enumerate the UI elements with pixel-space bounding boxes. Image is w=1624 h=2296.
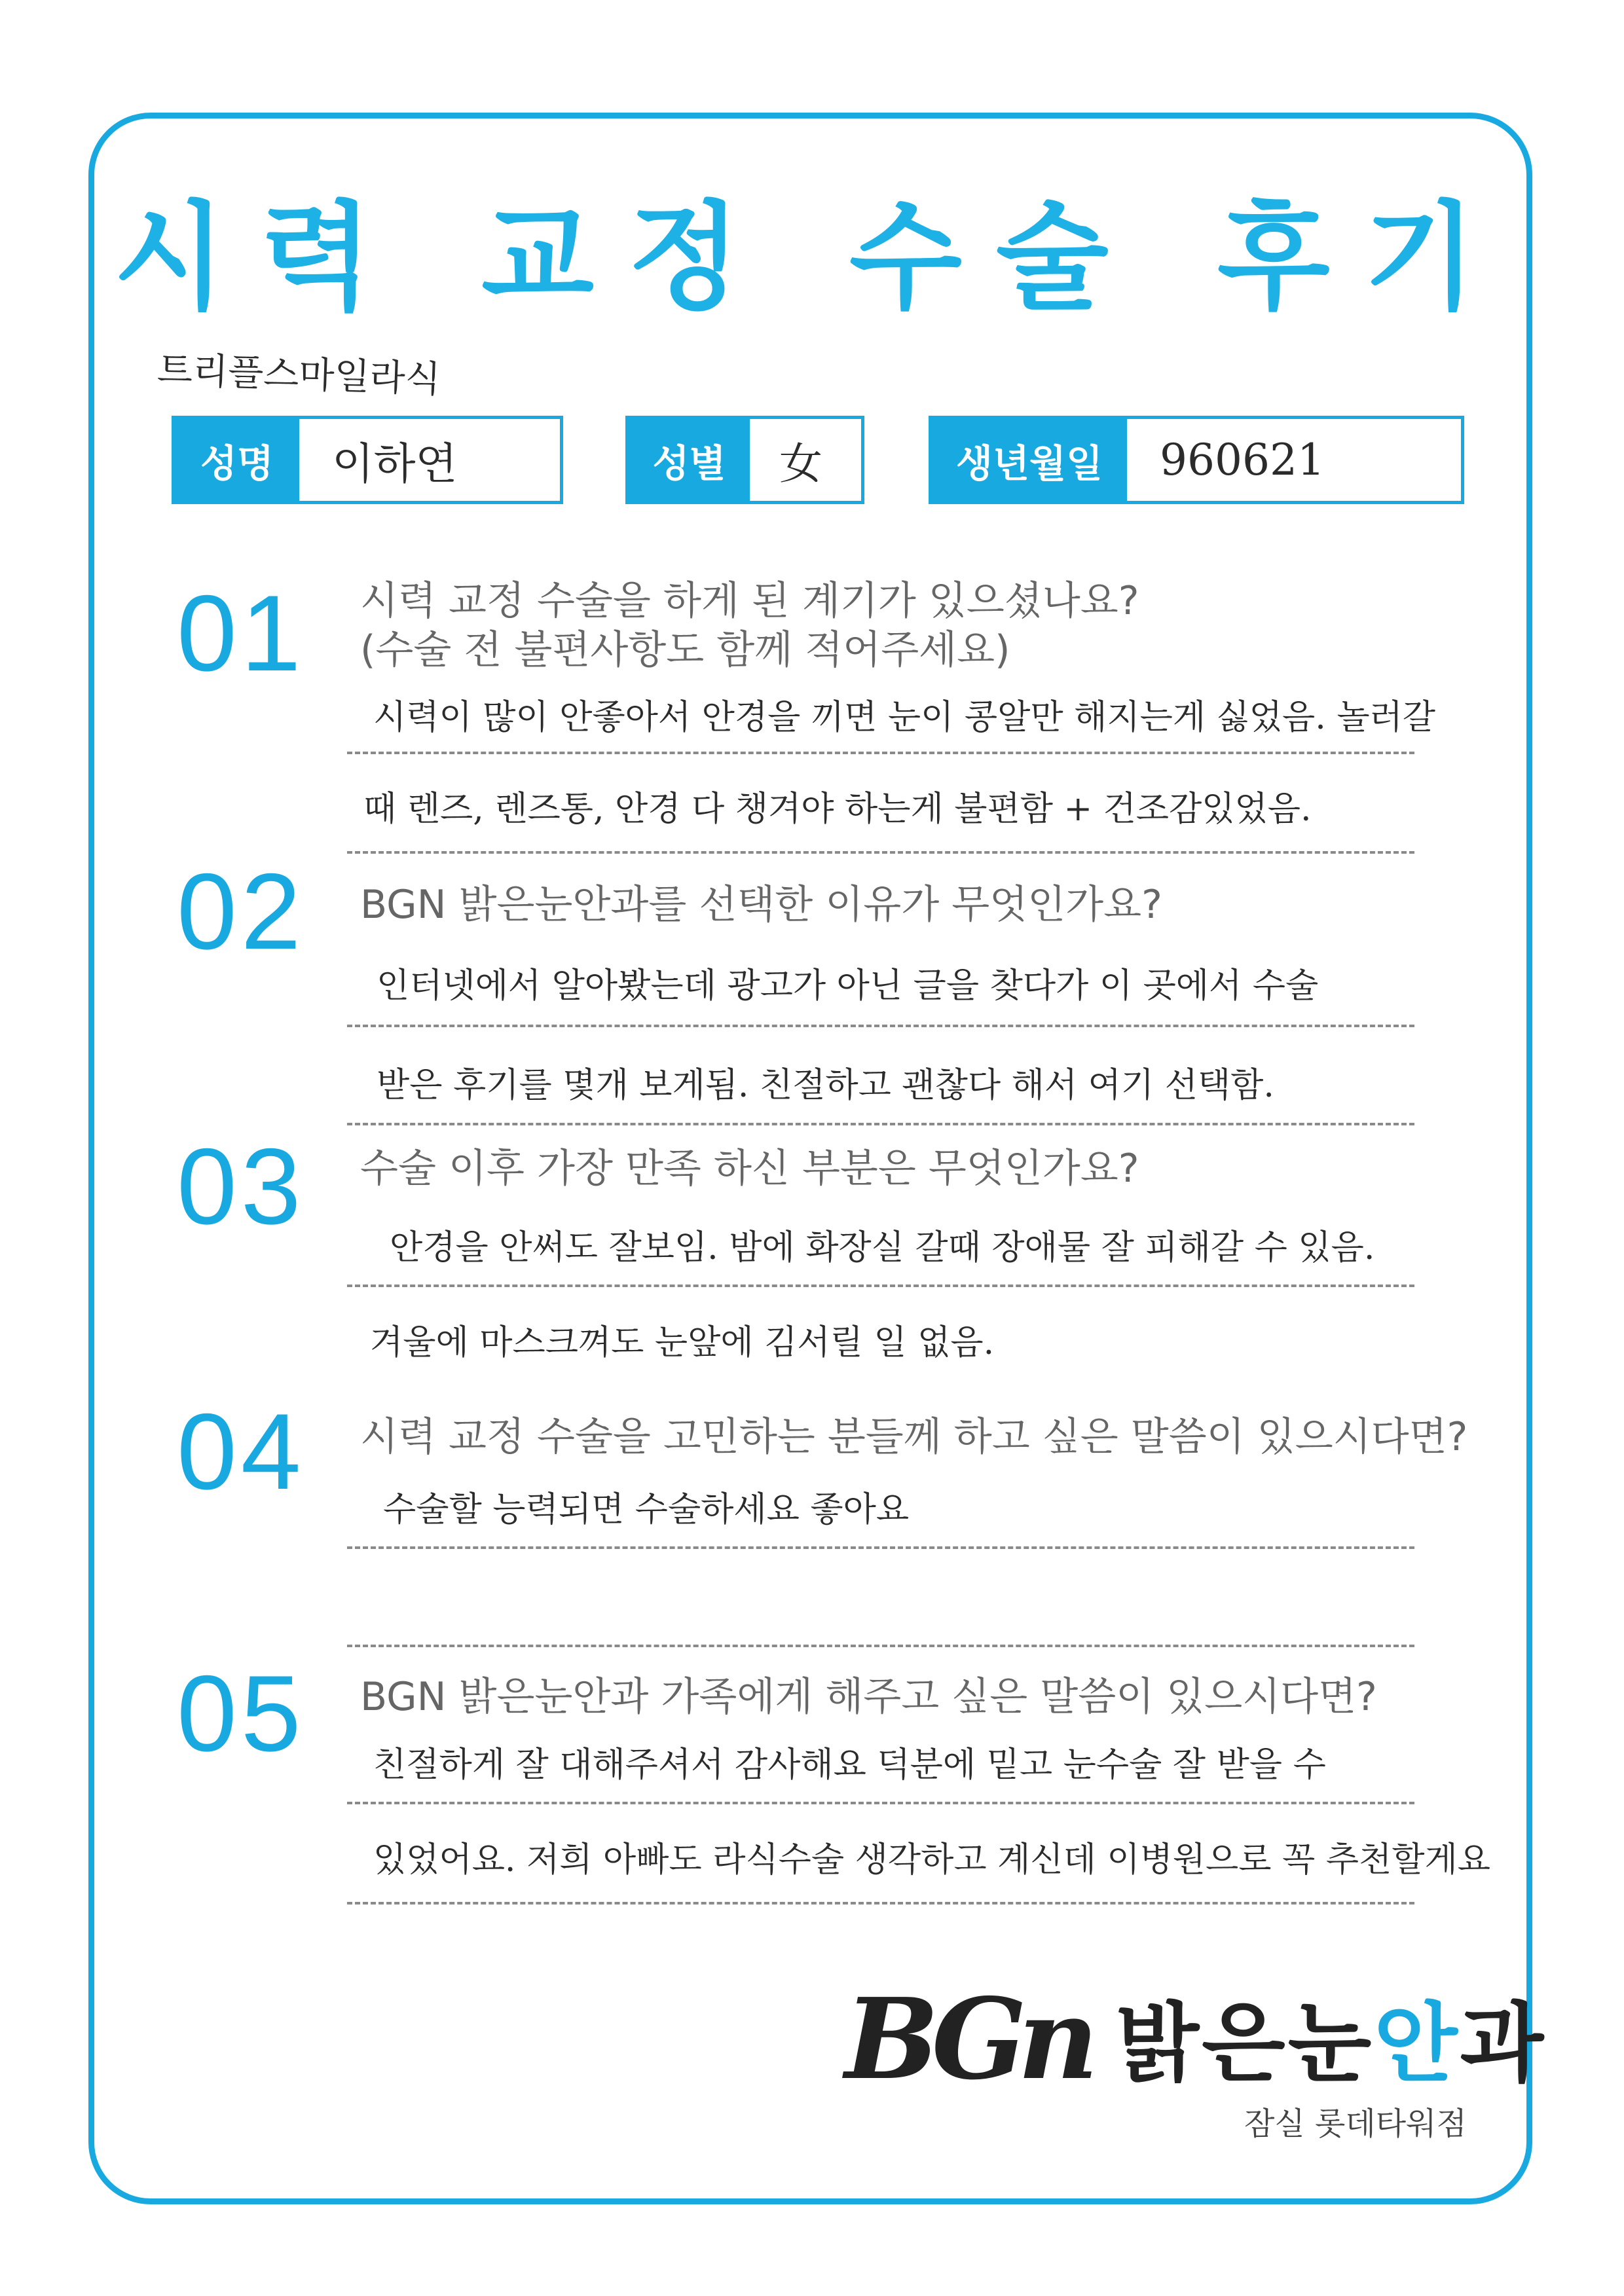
answer-rule	[347, 1546, 1414, 1549]
answer-line: 수술할 능력되면 수술하세요 좋아요	[383, 1490, 910, 1529]
gender-label: 성별	[629, 419, 750, 501]
question-number: 04	[177, 1391, 305, 1512]
answer-rule	[347, 1025, 1414, 1027]
birthdate-label: 생년월일	[932, 419, 1127, 501]
hospital-logo	[845, 1974, 1547, 2105]
answer-rule	[347, 1123, 1414, 1125]
answer-rule	[347, 752, 1414, 754]
question-number: 05	[177, 1653, 305, 1774]
question-number: 03	[177, 1126, 305, 1247]
answer-line: 인터넷에서 알아봤는데 광고가 아닌 글을 찾다가 이 곳에서 수술	[377, 966, 1319, 1006]
answer-line: 때 렌즈, 렌즈통, 안경 다 챙겨야 하는게 불편함 + 건조감있었음.	[363, 790, 1312, 829]
birthdate-value: 960621	[1160, 435, 1325, 485]
question-text: BGN 밝은눈안과를 선택한 이유가 무엇인가요?	[360, 882, 1162, 928]
hospital-name-part: 과	[1460, 1994, 1547, 2094]
name-field	[172, 416, 563, 504]
answer-line: 있었어요. 저희 아빠도 라식수술 생각하고 계신데 이병원으로 꼭 추천할게요	[373, 1840, 1490, 1880]
question-text: 수술 이후 가장 만족 하신 부분은 무엇인가요?	[360, 1146, 1139, 1192]
answer-rule	[347, 851, 1414, 854]
question-text: 시력 교정 수술을 고민하는 분들께 하고 싶은 말씀이 있으시다면?	[360, 1414, 1468, 1460]
form-title: 시력 교정 수술 후기	[113, 190, 1511, 325]
answer-line: 받은 후기를 몇개 보게됨. 친절하고 괜찮다 해서 여기 선택함.	[377, 1066, 1274, 1105]
gender-value: 女	[779, 439, 822, 489]
answer-line: 안경을 안써도 잘보임. 밤에 화장실 갈때 장애물 잘 피해갈 수 있음.	[390, 1228, 1375, 1267]
question-text: BGN 밝은눈안과 가족에게 해주고 싶은 말씀이 있으시다면?	[360, 1674, 1377, 1720]
birthdate-field	[929, 416, 1464, 504]
name-value: 이하연	[332, 439, 458, 489]
answer-rule	[347, 1902, 1414, 1904]
question-text: 시력 교정 수술을 하게 된 계기가 있으셨나요?	[360, 578, 1139, 624]
gender-field	[625, 416, 864, 504]
question-text-sub: (수술 전 불편사항도 함께 적어주세요)	[360, 627, 1010, 673]
question-number: 02	[177, 851, 305, 972]
hospital-name-part: 밝은눈	[1115, 1994, 1375, 2094]
answer-rule	[347, 1285, 1414, 1287]
bgn-logo-mark: BGn	[845, 1974, 1090, 2105]
question-number: 01	[177, 573, 305, 693]
hospital-name	[1115, 1994, 1547, 2094]
answer-line: 친절하게 잘 대해주셔서 감사해요 덕분에 밑고 눈수술 잘 받을 수	[373, 1745, 1326, 1785]
answer-line: 시력이 많이 안좋아서 안경을 끼면 눈이 콩알만 해지는게 싫었음. 놀러갈	[373, 698, 1436, 737]
answer-rule	[347, 1802, 1414, 1804]
answer-rule	[347, 1645, 1414, 1647]
surgery-type-note: 트리플스마일라식	[157, 348, 441, 401]
hospital-name-accent: 안	[1374, 1994, 1460, 2094]
name-label: 성명	[175, 419, 299, 501]
branch-name: 잠실 롯데타워점	[1244, 2105, 1467, 2142]
answer-line: 겨울에 마스크껴도 눈앞에 김서릴 일 없음.	[370, 1323, 995, 1362]
